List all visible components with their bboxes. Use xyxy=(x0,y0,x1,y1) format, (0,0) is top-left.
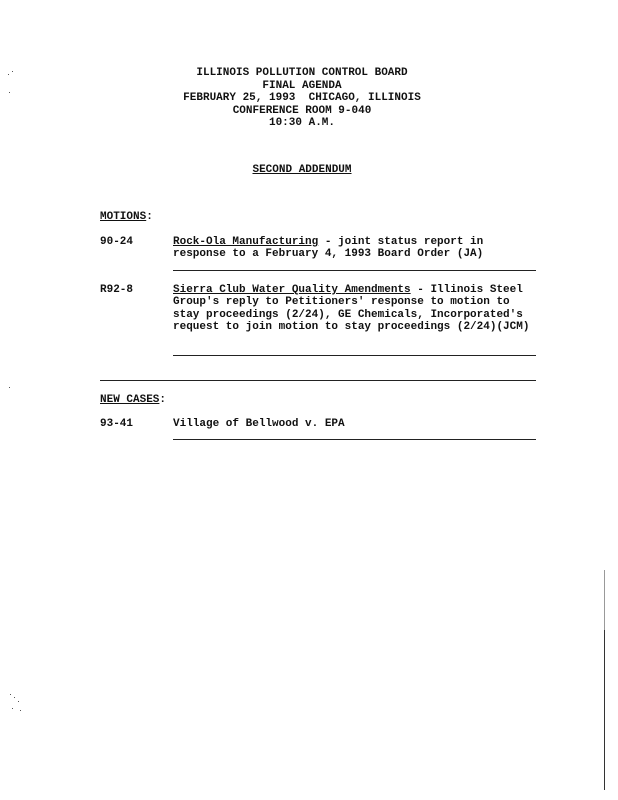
motion-case-title: Rock-Ola Manufacturing xyxy=(173,236,319,248)
scan-edge-mark xyxy=(604,570,605,630)
motions-heading xyxy=(100,211,153,223)
motion-item xyxy=(173,236,536,261)
header-date-location: FEBRUARY 25, 1993 CHICAGO, ILLINOIS xyxy=(183,92,421,104)
motion-item xyxy=(173,284,536,333)
scan-speck xyxy=(14,697,15,698)
motions-heading-colon: : xyxy=(146,211,153,223)
new-cases-heading xyxy=(100,394,166,406)
motion-description: - Illinois Steel Group's reply to Petitioners' response to motion to stay proceedings (2/24), GE Chemicals, Incorporated's request to join motion to stay proceedings (2/24)(JCM) xyxy=(173,284,530,333)
header-agenda-type: FINAL AGENDA xyxy=(262,79,342,92)
addendum-title: SECOND ADDENDUM xyxy=(252,164,352,176)
item-divider xyxy=(173,355,536,356)
motion-case-title: Sierra Club Water Quality Amendments xyxy=(173,284,411,296)
item-divider xyxy=(173,270,536,271)
scan-speck xyxy=(12,708,13,709)
header-board-name: ILLINOIS POLLUTION CONTROL BOARD xyxy=(196,67,408,79)
scan-speck xyxy=(20,710,21,711)
motion-docket-number: R92-8 xyxy=(100,284,134,296)
agenda-header xyxy=(0,67,604,130)
case-docket-number: 93-41 xyxy=(100,418,134,430)
case-description: Village of Bellwood v. EPA xyxy=(173,418,345,430)
scan-speck xyxy=(9,387,10,388)
item-divider xyxy=(173,439,536,440)
new-cases-heading-text: NEW CASES xyxy=(100,394,160,406)
header-room: CONFERENCE ROOM 9-040 xyxy=(232,104,372,117)
motion-description: - joint status report in response to a February 4, 1993 Board Order (JA) xyxy=(173,236,484,261)
scan-edge-mark xyxy=(604,630,605,790)
header-time: 10:30 A.M. xyxy=(268,117,335,129)
case-item xyxy=(173,418,536,430)
motion-docket-number: 90-24 xyxy=(100,236,134,248)
scan-speck xyxy=(18,701,19,702)
section-divider xyxy=(100,380,536,381)
motions-heading-text: MOTIONS xyxy=(100,211,147,223)
new-cases-heading-colon: : xyxy=(159,394,167,406)
scan-speck xyxy=(10,694,11,695)
